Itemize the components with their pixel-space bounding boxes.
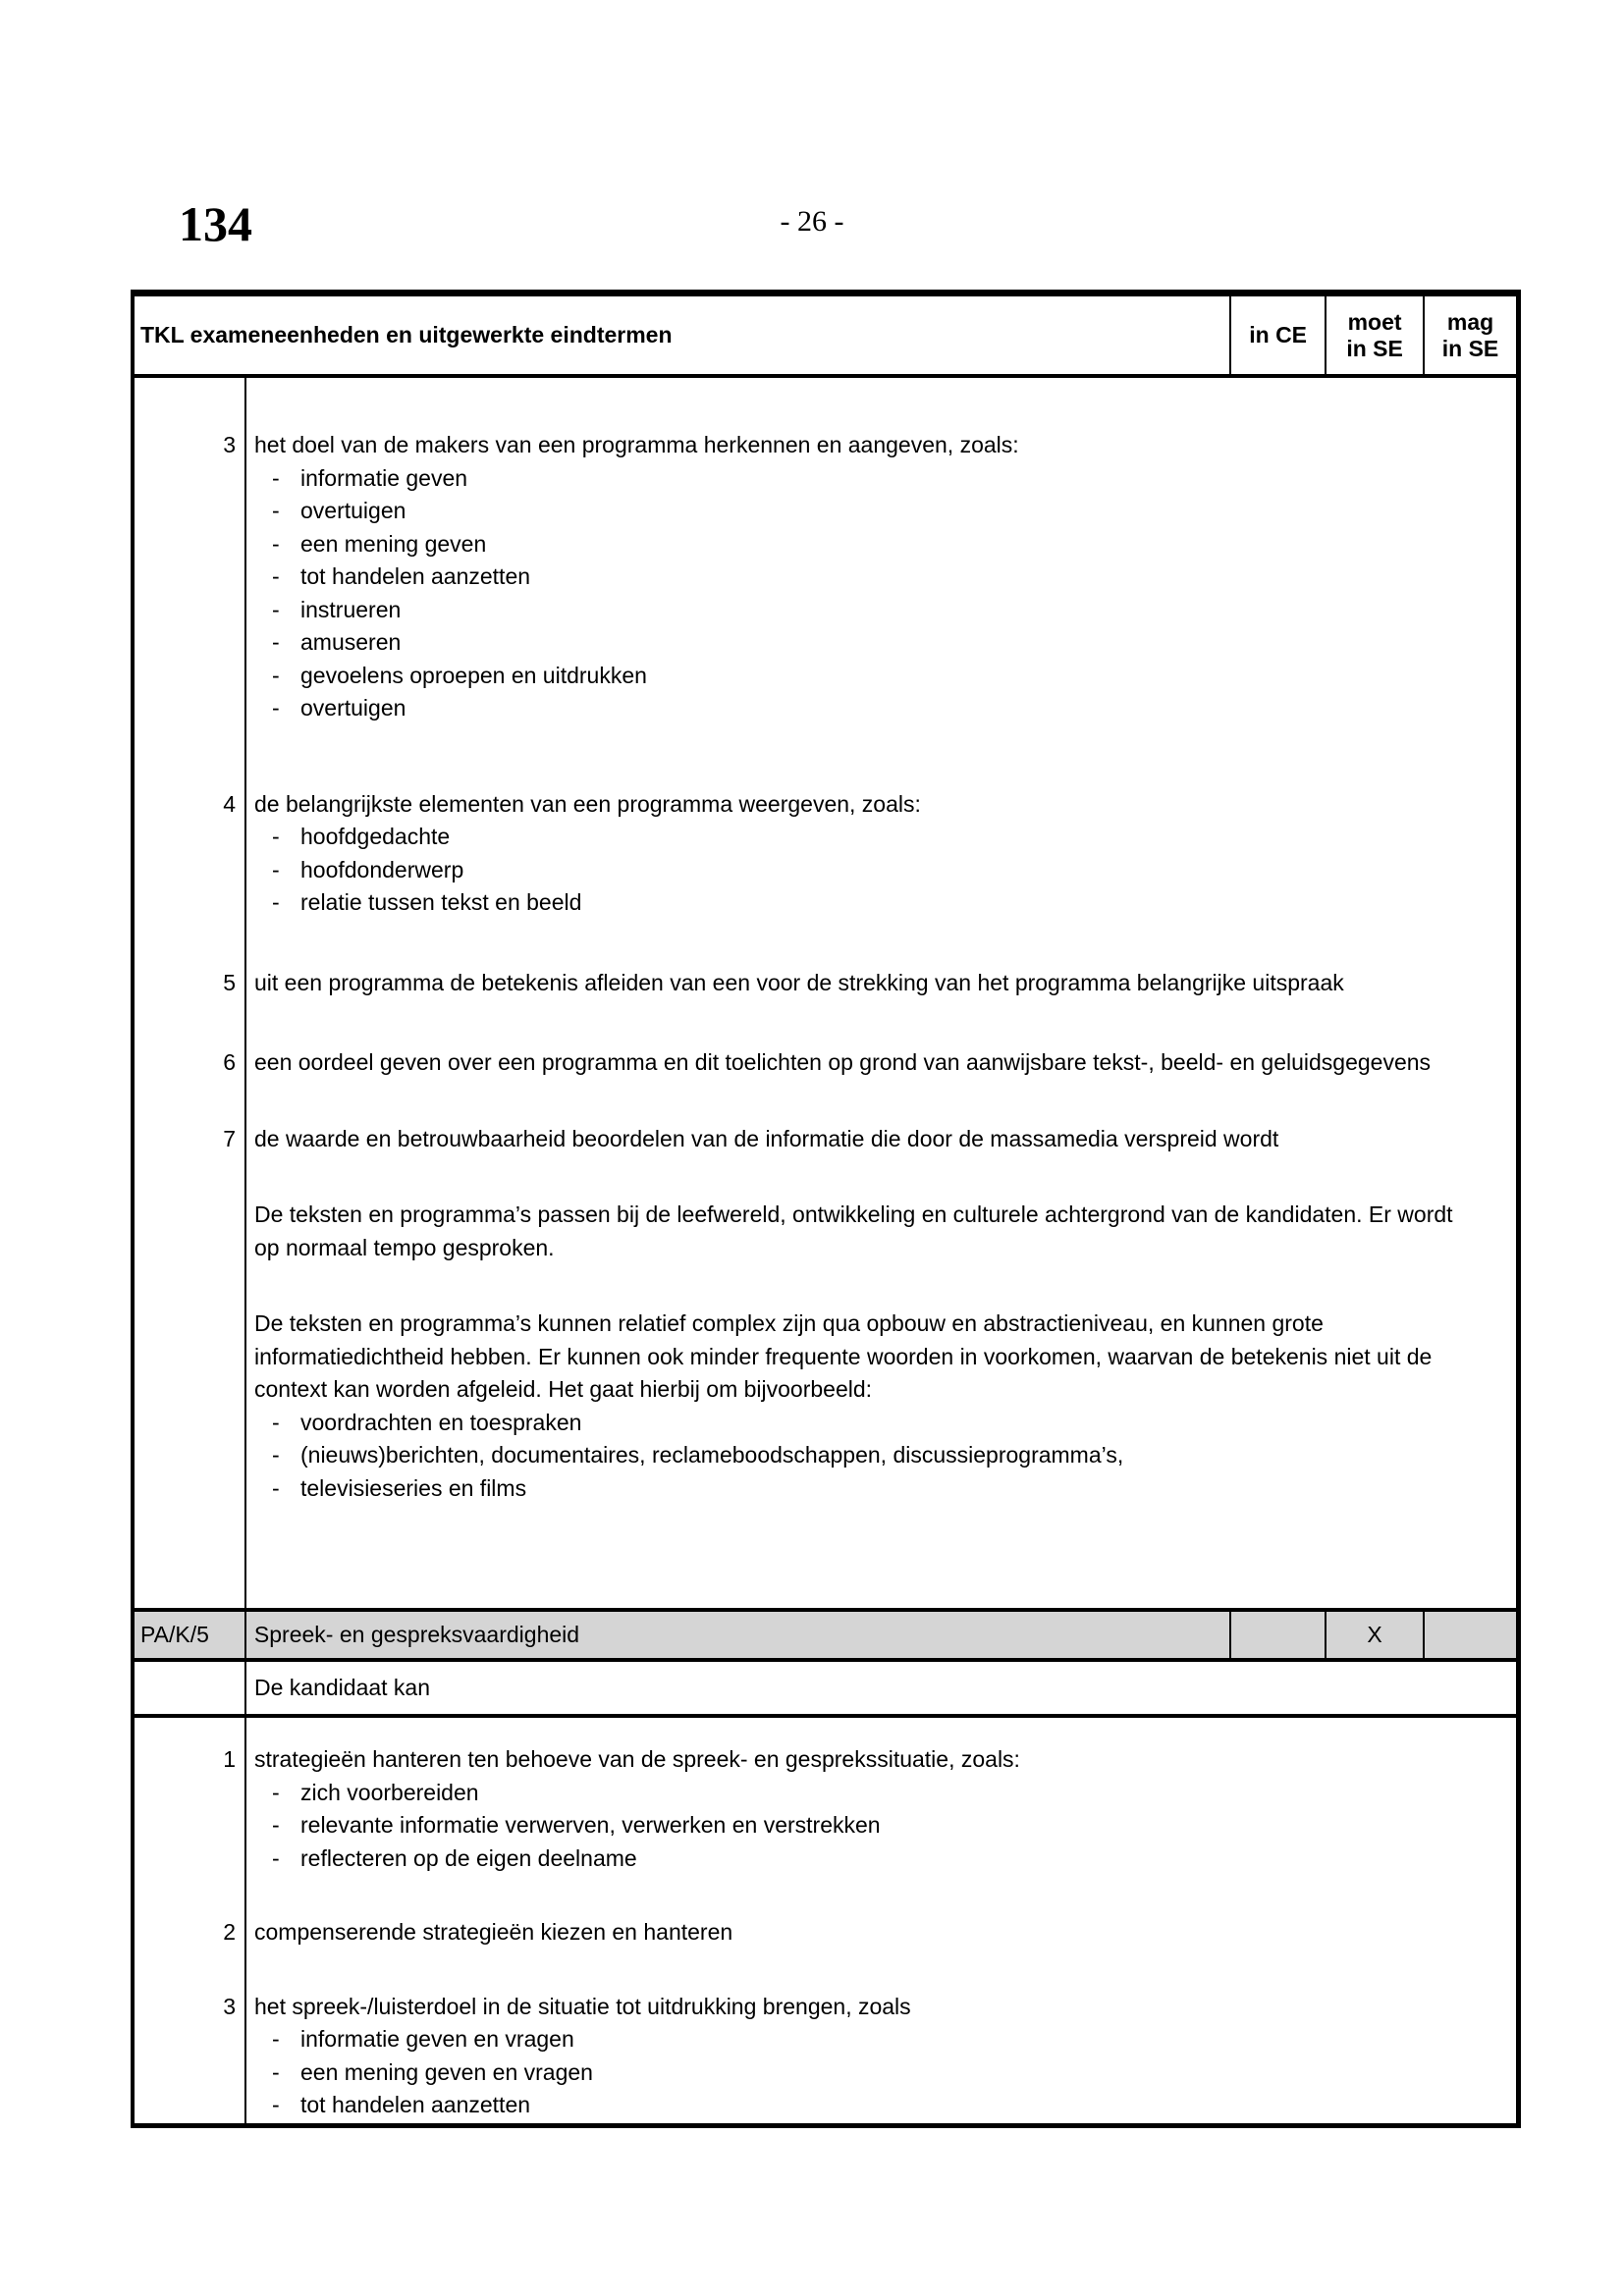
item-5: [223, 967, 1516, 1000]
item-4: [223, 788, 1516, 920]
bullet-line: - tot handelen aanzetten: [254, 2089, 1513, 2122]
item-text: strategieën hanteren ten behoeve van de spreek- en gesprekssituatie, zoals:: [254, 1746, 1020, 1772]
bullet-line: - (nieuws)berichten, documentaires, reclameboodschappen, discussieprogramma’s,: [254, 1439, 1513, 1472]
item-text: het doel van de makers van een programma herkennen en aangeven, zoals:: [254, 432, 1019, 457]
unit-moet-in-se-cell: X: [1326, 1612, 1425, 1658]
table-header-row: [135, 296, 1516, 378]
bullet-line: - televisieseries en films: [254, 1472, 1513, 1506]
item-text: uit een programma de betekenis afleiden van een voor de strekking van het programma belangrijke uitspraak: [254, 969, 1344, 995]
item-number: 4: [223, 790, 236, 817]
bullet-line: - hoofdgedachte: [254, 821, 1513, 854]
paragraph: [254, 1308, 1516, 1505]
intro-text: De kandidaat kan: [254, 1674, 431, 1700]
paragraph: [254, 1199, 1516, 1264]
item-1: [223, 1743, 1516, 1875]
unit-in-ce-cell: [1231, 1612, 1326, 1658]
code-column: [135, 1662, 246, 1714]
content-column: [223, 1718, 1516, 2123]
item-number: 7: [223, 1125, 236, 1151]
bullet-line: - instrueren: [254, 594, 1513, 627]
item-number: 3: [223, 1993, 236, 2019]
bullet-line: - gevoelens oproepen en uitdrukken: [254, 660, 1513, 693]
bullet-line: - relatie tussen tekst en beeld: [254, 886, 1513, 920]
bullet-line: - amuseren: [254, 626, 1513, 660]
eindtermen-table: [131, 290, 1521, 2128]
bullet-line: - zich voorbereiden: [254, 1777, 1513, 1810]
item-number: 3: [223, 432, 236, 457]
bullet-line: - hoofdonderwerp: [254, 854, 1513, 887]
item-7: [223, 1123, 1516, 1156]
header-in-ce-cell: in CE: [1231, 296, 1326, 374]
bullet-line: - informatie geven: [254, 462, 1513, 496]
item-3: [223, 1991, 1516, 2122]
item-text: het spreek-/luisterdoel in de situatie tot uitdrukking brengen, zoals: [254, 1993, 911, 2019]
item-number: 6: [223, 1049, 236, 1075]
unit-header-row: [135, 1608, 1516, 1662]
bullet-line: - reflecteren op de eigen deelname: [254, 1842, 1513, 1876]
bullet-line: - overtuigen: [254, 692, 1513, 725]
item-number: 1: [223, 1746, 236, 1772]
unit-mag-in-se-cell: [1425, 1612, 1516, 1658]
bullet-line: - voordrachten en toespraken: [254, 1407, 1513, 1440]
item-6: [223, 1046, 1516, 1080]
bullet-line: - een mening geven en vragen: [254, 2056, 1513, 2090]
content-column: [223, 378, 1516, 1608]
item-number: 2: [223, 1919, 236, 1945]
bullet-line: - een mening geven: [254, 528, 1513, 561]
header-mag-in-se-cell: mag in SE: [1441, 308, 1499, 361]
bullet-line: - tot handelen aanzetten: [254, 561, 1513, 594]
item-number: 5: [223, 969, 236, 995]
header-moet-in-se-cell: moet in SE: [1326, 296, 1425, 374]
section2-body-row: [135, 1718, 1516, 2123]
bullet-line: - relevante informatie verwerven, verwerken en verstrekken: [254, 1809, 1513, 1842]
item-text: de waarde en betrouwbaarheid beoordelen van de informatie die door de massamedia verspreid wordt: [254, 1125, 1279, 1151]
unit-code-cell: PA/K/5: [135, 1612, 246, 1658]
intro-row: [135, 1662, 1516, 1718]
page-number: 134: [179, 196, 252, 251]
item-3: [223, 429, 1516, 725]
item-text: compenserende strategieën kiezen en hanteren: [254, 1919, 733, 1945]
item-text: de belangrijkste elementen van een programma weergeven, zoals:: [254, 790, 921, 817]
item-2: [223, 1916, 1516, 1949]
bullet-line: - overtuigen: [254, 495, 1513, 528]
header-title-cell: TKL exameneenheden en uitgewerkte eindtermen: [135, 296, 1231, 374]
page-header-number: - 26 -: [780, 205, 844, 238]
paragraph-text: De teksten en programma’s passen bij de leefwereld, ontwikkeling en culturele achtergrond van de kandidaten. Er wordt op normaal tempo gesproken.: [254, 1201, 1453, 1260]
bullet-line: - informatie geven en vragen: [254, 2023, 1513, 2056]
unit-label-cell: Spreek- en gespreksvaardigheid: [246, 1612, 1231, 1658]
paragraph-text: De teksten en programma’s kunnen relatief complex zijn qua opbouw en abstractieniveau, en kunnen grote informatiedichtheid hebben. Er kunnen ook minder frequente woorden in voorkomen, waarvan de betekenis niet uit de context kan worden afgeleid. Het gaat hierbij om bijvoorbeeld:: [254, 1310, 1433, 1402]
section1-body-row: [135, 378, 1516, 1608]
item-text: een oordeel geven over een programma en dit toelichten op grond van aanwijsbare tekst-, beeld- en geluidsgegevens: [254, 1049, 1432, 1075]
